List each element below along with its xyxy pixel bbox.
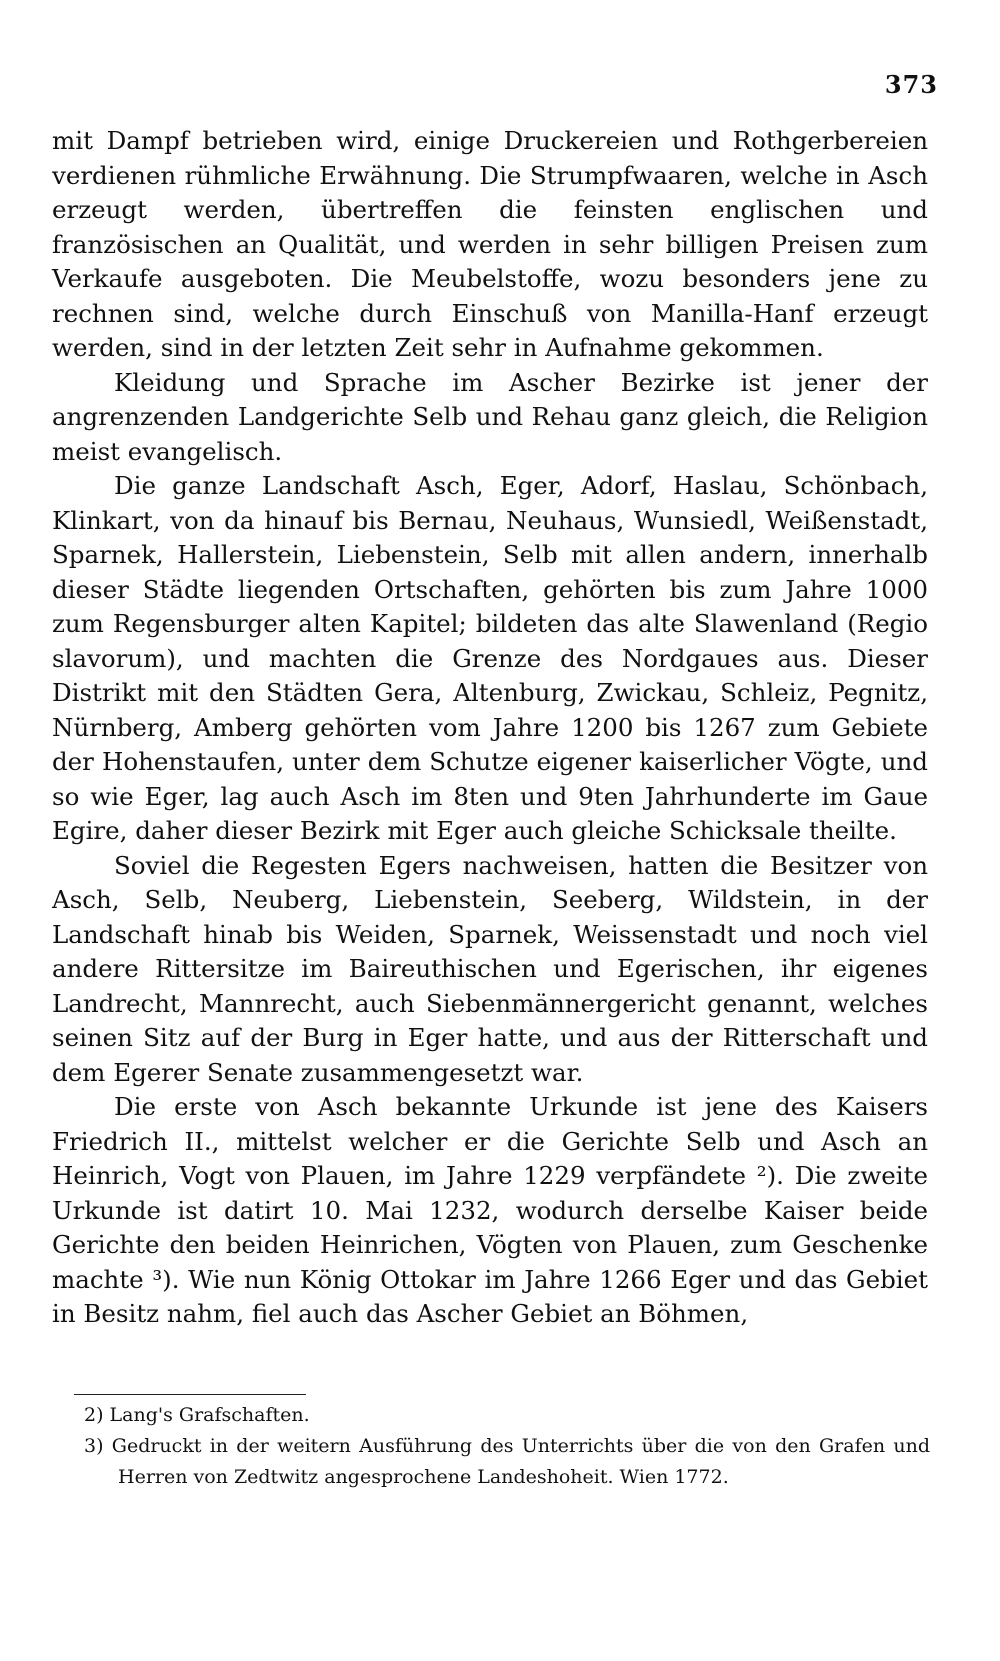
paragraph-5: Die erste von Asch bekannte Urkunde ist jene des Kaisers Friedrich II., mittelst welcher er die Gerichte Selb und Asch an Heinrich, Vogt von Plauen, im Jahre 1229 verpfändete ²). Die zweite Urkunde ist datirt 10. Mai 1232, wodurch derselbe Kaiser beide Gerichte den beiden Heinrichen, Vögten von Plauen, zum Geschenke machte ³). Wie nun König Ottokar im Jahre 1266 Eger und das Gebiet in Besitz nahm, fiel auch das Ascher Gebiet an Böhmen,	[52, 1092, 928, 1328]
footnote-divider	[74, 1394, 306, 1395]
page-number: 373	[884, 70, 938, 99]
body-text	[52, 124, 928, 1332]
paragraph-3: Die ganze Landschaft Asch, Eger, Adorf, Haslau, Schönbach, Klinkart, von da hinauf bis Bernau, Neuhaus, Wunsiedl, Weißenstadt, Sparnek, Hallerstein, Liebenstein, Selb mit allen andern, innerhalb dieser Städte liegenden Ortschaften, gehörten bis zum Jahre 1000 zum Regensburger alten Kapitel; bildeten das alte Slawenland (Regio slavorum), und machten die Grenze des Nordgaues aus. Dieser Distrikt mit den Städten Gera, Altenburg, Zwickau, Schleiz, Pegnitz, Nürnberg, Amberg gehörten vom Jahre 1200 bis 1267 zum Gebiete der Hohenstaufen, unter dem Schutze eigener kaiserlicher Vögte, und so wie Eger, lag auch Asch im 8ten und 9ten Jahrhunderte im Gaue Egire, daher dieser Bezirk mit Eger auch gleiche Schicksale theilte.	[52, 471, 928, 845]
paragraph-2: Kleidung und Sprache im Ascher Bezirke ist jener der angrenzenden Landgerichte Selb und Rehau ganz gleich, die Religion meist evangelisch.	[52, 367, 928, 466]
footnotes	[84, 1400, 930, 1493]
paragraph-4: Soviel die Regesten Egers nachweisen, hatten die Besitzer von Asch, Selb, Neuberg, Liebenstein, Seeberg, Wildstein, in der Landschaft hinab bis Weiden, Sparnek, Weissenstadt und noch viel andere Rittersitze im Baireuthischen und Egerischen, ihr eigenes Landrecht, Mannrecht, auch Siebenmännergericht genannt, welches seinen Sitz auf der Burg in Eger hatte, und aus der Ritterschaft und dem Egerer Senate zusammengesetzt war.	[52, 850, 928, 1087]
paragraph-1: mit Dampf betrieben wird, einige Druckereien und Rothgerbereien verdienen rühmliche Erwähnung. Die Strumpfwaaren, welche in Asch erzeugt werden, übertreffen die feinsten englischen und französischen an Qualität, und werden in sehr billigen Preisen zum Verkaufe ausgeboten. Die Meubelstoffe, wozu besonders jene zu rechnen sind, welche durch Einschuß von Manilla-Hanf erzeugt werden, sind in der letzten Zeit sehr in Aufnahme gekommen.	[52, 126, 928, 362]
footnote-3: 3) Gedruckt in der weitern Ausführung des Unterrichts über die von den Grafen und Herren von Zedtwitz angesprochene Landeshoheit. Wien 1772.	[84, 1435, 930, 1488]
footnote-2: 2) Lang's Grafschaften.	[84, 1404, 310, 1426]
